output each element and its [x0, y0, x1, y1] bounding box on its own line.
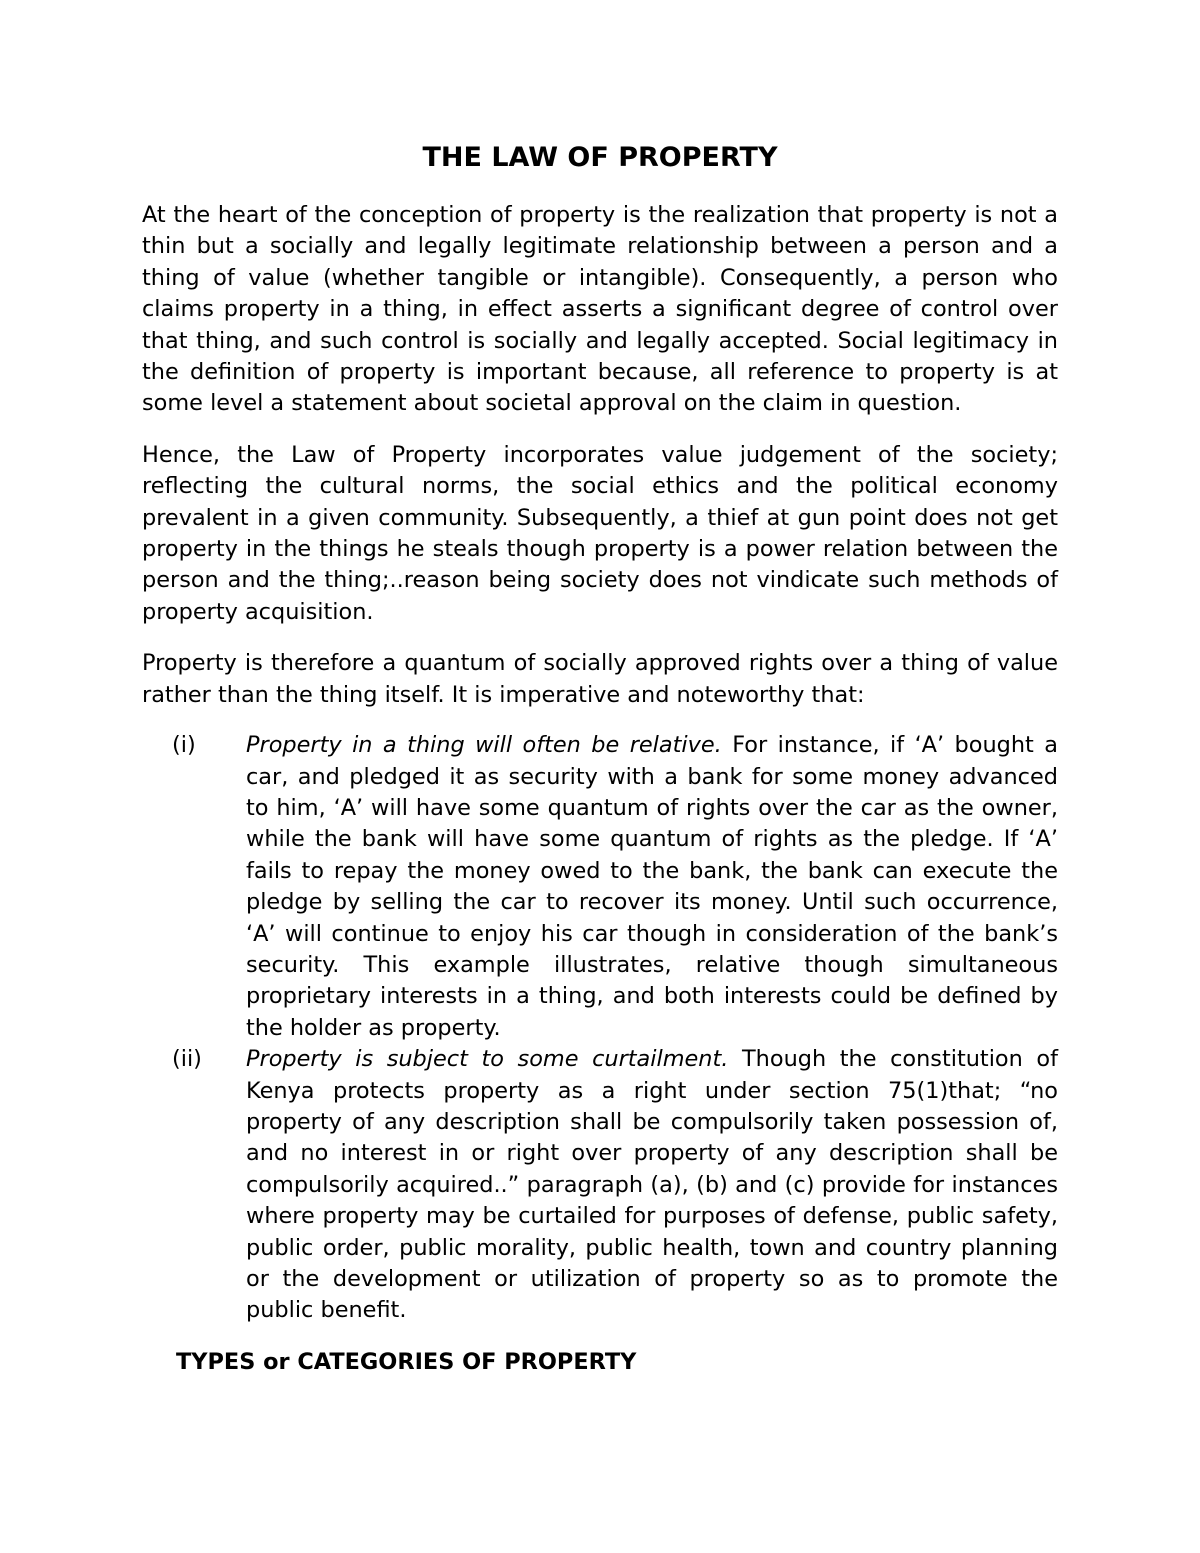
document-title: THE LAW OF PROPERTY: [422, 142, 778, 173]
numbered-list: [142, 725, 1058, 1327]
section-heading: TYPES or CATEGORIES OF PROPERTY: [176, 1348, 637, 1375]
list-marker: (ii): [172, 1046, 202, 1073]
list-item-text: Though the constitution of Kenya protects property as a right under section 75(1)that; “no property of any description shall be compulsorily taken possession of, and no interest in or right over property of any description shall be compulsorily acquired..” paragraph (a), (b) and (c) provide for instances where property may be curtailed for purposes of defense, public safety, public order, public morality, public health, town and country planning or the development or utilization of property so as to promote the public benefit.: [246, 1046, 1058, 1324]
document-page: [142, 138, 1058, 1378]
list-item-i: [142, 730, 1058, 1044]
paragraph-3: Property is therefore a quantum of socially approved rights over a thing of value rather than the thing itself. It is imperative and noteworthy that:: [142, 650, 1058, 708]
list-marker: (i): [172, 732, 196, 759]
paragraph-2: Hence, the Law of Property incorporates value judgement of the society; reflecting the cultural norms, the social ethics and the political economy prevalent in a given community. Subsequently, a thief at gun point does not get property in the things he steals though property is a power relation between the person and the thing;..reason being society does not vindicate such methods of property acquisition.: [142, 441, 1058, 625]
list-item-text: For instance, if ‘A’ bought a car, and pledged it as security with a bank for some money advanced to him, ‘A’ will have some quantum of rights over the car as the owner, while the bank will have some quantum of rights as the pledge. If ‘A’ fails to repay the money owed to the bank, the bank can execute the pledge by selling the car to recover its money. Until such occurrence, ‘A’ will continue to enjoy his car though in consideration of the bank’s security. This example illustrates, relative though simultaneous proprietary interests in a thing, and both interests could be defined by the holder as property.: [246, 732, 1058, 1041]
list-item-lead: Property in a thing will often be relative.: [246, 732, 722, 759]
list-item-lead: Property is subject to some curtailment.: [246, 1046, 729, 1073]
list-item-ii: [142, 1044, 1058, 1327]
paragraph-1: At the heart of the conception of property is the realization that property is not a thin but a socially and legally legitimate relationship between a person and a thing of value (whether tangible or intangible). Consequently, a person who claims property in a thing, in effect asserts a significant degree of control over that thing, and such control is socially and legally accepted. Social legitimacy in the definition of property is important because, all reference to property is at some level a statement about societal approval on the claim in question.: [142, 202, 1058, 417]
